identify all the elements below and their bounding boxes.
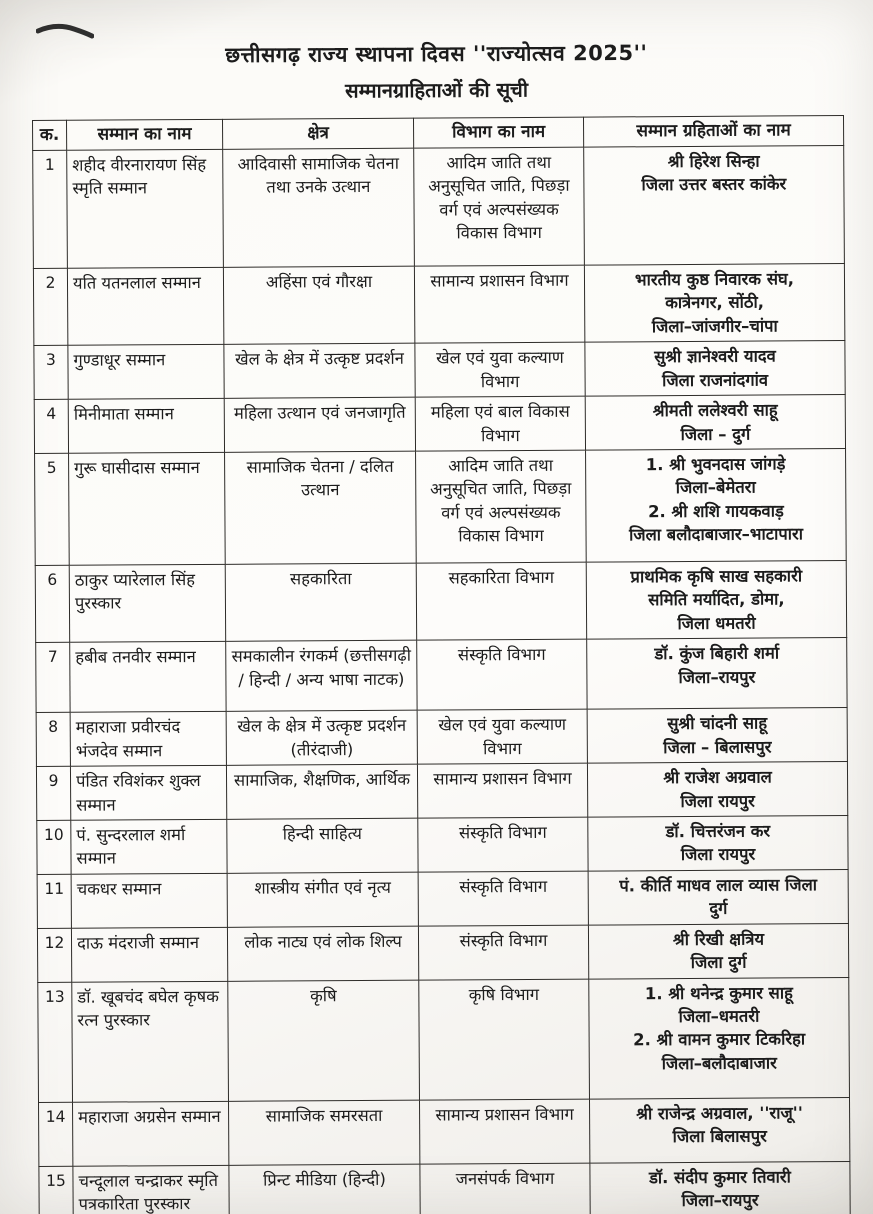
cell-field: अहिंसा एवं गौरक्षा (223, 266, 414, 344)
cell-serial: 15 (39, 1166, 73, 1214)
table-row (37, 869, 848, 928)
cell-recipients: श्री हिरेश सिन्हा जिला उत्तर बस्तर कांकेर (584, 146, 845, 266)
cell-field: सामाजिक समरसता (228, 1100, 419, 1165)
cell-field: प्रिन्ट मीडिया (हिन्दी) (229, 1164, 420, 1214)
cell-award-name: महाराजा अग्रसेन सम्मान (72, 1101, 228, 1166)
cell-field: खेल के क्षेत्र में उत्कृष्ट प्रदर्शन (224, 343, 415, 398)
cell-recipients: डॉ. कुंज बिहारी शर्मा जिला–रायपुर (587, 638, 847, 710)
cell-serial: 10 (37, 820, 71, 874)
table-row (36, 708, 847, 767)
cell-award-name: हबीब तनवीर सम्मान (70, 642, 226, 713)
table-row (36, 638, 847, 713)
table-row (33, 146, 845, 269)
cell-department: जनसंपर्क विभाग (420, 1163, 590, 1214)
cell-recipients: प्राथमिक कृषि साख सहकारी समिति मर्यादित, डोमा, जिला धमतरी (586, 560, 846, 639)
cell-field: महिला उत्थान एवं जनजागृति (224, 397, 415, 452)
award-recipients-table (32, 115, 851, 1214)
cell-department: सामान्य प्रशासन विभाग (419, 1099, 589, 1164)
table-row (36, 762, 847, 821)
cell-serial: 6 (35, 565, 69, 642)
cell-recipients: श्री रिखी क्षत्रिय जिला दुर्ग (588, 923, 848, 978)
cell-department: संस्कृति विभाग (418, 817, 588, 872)
cell-award-name: यति यतनलाल सम्मान (67, 267, 223, 345)
cell-department: संस्कृति विभाग (418, 925, 588, 980)
cell-field: कृषि (228, 980, 420, 1101)
cell-department: सहकारिता विभाग (416, 562, 586, 640)
cell-recipients: श्री राजेन्द्र अग्रवाल, ''राजू'' जिला बिलासपुर (589, 1097, 849, 1163)
cell-award-name: दाऊ मंदराजी सम्मान (71, 927, 227, 982)
cell-field: सामाजिक, शैक्षणिक, आर्थिक (226, 764, 417, 819)
cell-department: कृषि विभाग (419, 979, 590, 1100)
cell-award-name: महाराजा प्रवीरचंद भंजदेव सम्मान (70, 712, 226, 767)
table-row (38, 1097, 849, 1166)
cell-field: सामाजिक चेतना / दलित उत्थान (225, 451, 417, 564)
document-subtitle: सम्मानग्राहिताओं की सूची (345, 77, 529, 103)
cell-field: शास्त्रीय संगीत एवं नृत्य (227, 872, 418, 927)
table-row (38, 977, 850, 1102)
cell-serial: 13 (38, 982, 73, 1102)
cell-recipients: डॉ. चित्तरंजन कर जिला रायपुर (588, 816, 848, 871)
cell-recipients: पं. कीर्ति माधव लाल व्यास जिला दुर्ग (588, 869, 848, 924)
cell-award-name: ठाकुर प्यारेलाल सिंह पुरस्कार (69, 564, 225, 642)
cell-serial: 1 (33, 150, 68, 268)
table-row (37, 816, 848, 875)
cell-award-name: गुण्डाधूर सम्मान (68, 345, 224, 400)
cell-department: खेल एवं युवा कल्याण विभाग (415, 342, 585, 397)
cell-department: आदिम जाति तथा अनुसूचित जाति, पिछड़ा वर्ग एवं अल्पसंख्यक विकास विभाग (414, 147, 585, 266)
header-department: विभाग का नाम (413, 117, 583, 148)
cell-department: आदिम जाति तथा अनुसूचित जाति, पिछड़ा वर्ग एवं अल्पसंख्यक विकास विभाग (416, 450, 587, 563)
cell-serial: 9 (36, 766, 70, 820)
header-field: क्षेत्र (222, 118, 413, 149)
cell-recipients: 1. श्री थनेन्द्र कुमार साहू जिला–धमतरी 2. श्री वामन कुमार टिकरिहा जिला–बलौदाबाजार (589, 977, 850, 1099)
cell-serial: 2 (33, 268, 67, 345)
table-row (34, 395, 845, 454)
table-header-row (33, 116, 844, 151)
table-row (35, 448, 847, 565)
cell-field: खेल के क्षेत्र में उत्कृष्ट प्रदर्शन (तीरंदाजी) (226, 710, 417, 765)
cell-award-name: मिनीमाता सम्मान (68, 398, 224, 453)
header-serial: क. (33, 120, 67, 150)
cell-field: हिन्दी साहित्य (227, 818, 418, 873)
document-title-block (0, 38, 873, 106)
cell-department: संस्कृति विभाग (417, 639, 587, 710)
cell-recipients: श्री राजेश अग्रवाल जिला रायपुर (587, 762, 847, 817)
cell-recipients: सुश्री चांदनी साहू जिला – बिलासपुर (587, 708, 847, 764)
cell-recipients: श्रीमती ललेश्वरी साहू जिला – दुर्ग (585, 395, 845, 450)
table-row (35, 560, 846, 642)
cell-recipients: भारतीय कुष्ठ निवारक संघ, कात्रेनगर, सोंठी, जिला–जांजगीर–चांपा (584, 264, 844, 343)
cell-recipients: 1. श्री भुवनदास जांगड़े जिला–बेमेतरा 2. श्री शशि गायकवाड़ जिला बलौदाबाजार–भाटापारा (586, 448, 847, 562)
cell-award-name: शहीद वीरनारायण सिंह स्मृति सम्मान (67, 149, 224, 268)
cell-department: महिला एवं बाल विकास विभाग (415, 396, 585, 451)
table-row (34, 341, 845, 400)
table-row (33, 264, 844, 346)
cell-recipients: डॉ. संदीप कुमार तिवारी जिला–रायपुर (590, 1161, 850, 1214)
cell-department: खेल एवं युवा कल्याण विभाग (417, 709, 587, 764)
cell-serial: 5 (35, 453, 70, 565)
table-row (37, 923, 848, 982)
cell-serial: 14 (38, 1102, 72, 1166)
cell-serial: 12 (37, 928, 71, 982)
header-recipient-name: सम्मान ग्रहिताओं का नाम (583, 116, 843, 148)
cell-award-name: पंडित रविशंकर शुक्ल सम्मान (70, 766, 226, 821)
cell-award-name: डॉ. खूबचंद बघेल कृषक रत्न पुरस्कार (72, 981, 229, 1102)
cell-field: समकालीन रंगकर्म (छत्तीसगढ़ी / हिन्दी / अन्य भाषा नाटक) (226, 640, 417, 711)
cell-award-name: चन्दूलाल चन्द्राकर स्मृति पत्रकारिता पुरस्कार (73, 1165, 229, 1214)
cell-serial: 3 (34, 346, 68, 400)
table-row (39, 1161, 850, 1214)
header-award-name: सम्मान का नाम (67, 119, 223, 150)
cell-serial: 8 (36, 712, 70, 766)
document-title: छत्तीसगढ़ राज्य स्थापना दिवस ''राज्योत्सव 2025'' (225, 40, 648, 68)
cell-field: लोक नाट्य एवं लोक शिल्प (227, 926, 418, 981)
cell-field: सहकारिता (225, 563, 416, 641)
cell-department: सामान्य प्रशासन विभाग (414, 265, 584, 343)
cell-award-name: पं. सुन्दरलाल शर्मा सम्मान (71, 819, 227, 874)
cell-recipients: सुश्री ज्ञानेश्वरी यादव जिला राजनांदगांव (585, 341, 845, 396)
cell-serial: 11 (37, 874, 71, 928)
cell-serial: 7 (36, 642, 70, 712)
cell-award-name: गुरू घासीदास सम्मान (69, 452, 226, 565)
cell-department: सामान्य प्रशासन विभाग (417, 763, 587, 818)
ink-mark (36, 22, 94, 44)
cell-serial: 4 (34, 399, 68, 453)
cell-award-name: चकधर सम्मान (71, 873, 227, 928)
cell-department: संस्कृति विभाग (418, 871, 588, 926)
cell-field: आदिवासी सामाजिक चेतना तथा उनके उत्थान (223, 148, 415, 267)
